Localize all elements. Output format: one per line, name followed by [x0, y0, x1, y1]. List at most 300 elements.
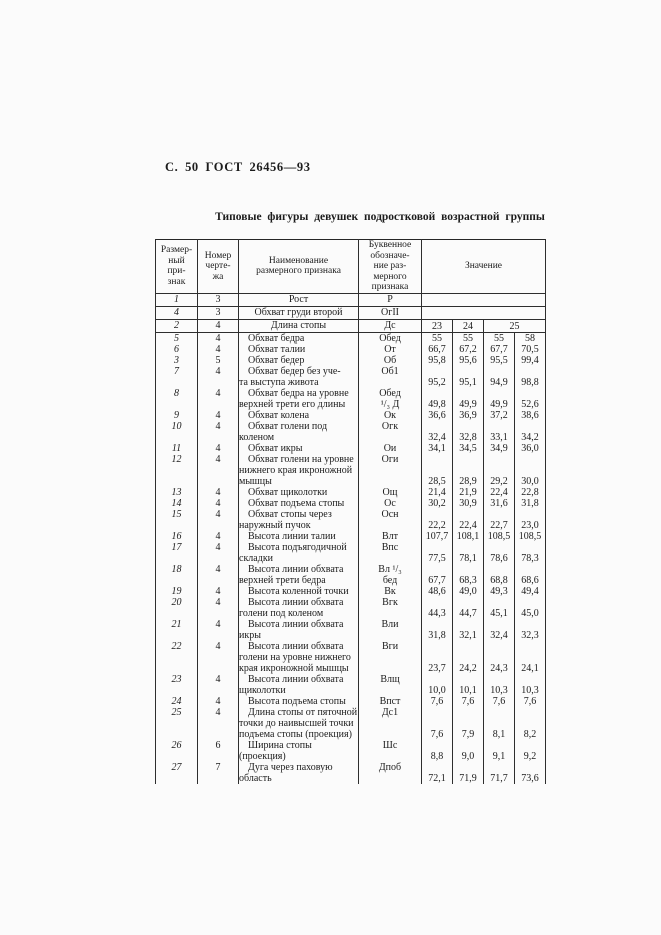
designation-cell	[359, 355, 422, 366]
value-cell: 22,2	[422, 509, 453, 531]
sheet-number-cell: 4	[198, 332, 239, 344]
designation-cell	[359, 762, 422, 784]
designation-cell	[359, 344, 422, 355]
value-cell: 45,0	[515, 597, 546, 619]
cell-line: Дуга через паховую	[248, 761, 333, 773]
row-number-cell: 17	[156, 542, 198, 564]
table-row	[156, 487, 546, 498]
cell-line: Впст	[379, 695, 401, 707]
feature-name-cell	[239, 454, 359, 487]
value-cell: 44,7	[453, 597, 484, 619]
value-cell: 24,3	[484, 641, 515, 674]
value-cell: 67,2	[453, 344, 484, 355]
cell-line: ¹/₃ Д	[380, 398, 400, 410]
table-row	[156, 366, 546, 388]
row-number-cell: 20	[156, 597, 198, 619]
value-cell: 21,9	[453, 487, 484, 498]
cell-line: Огк	[381, 420, 399, 432]
row-number-cell: 19	[156, 586, 198, 597]
designation-cell	[359, 443, 422, 454]
row-number-cell: 27	[156, 762, 198, 784]
cell-line: Размер-	[160, 245, 193, 256]
value-cell: 70,5	[515, 344, 546, 355]
feature-name-cell	[239, 542, 359, 564]
value-cell: 107,7	[422, 531, 453, 542]
value-cell: 24	[453, 319, 484, 332]
feature-name-cell	[239, 344, 359, 355]
feature-name-cell	[239, 564, 359, 586]
cell-line: Высота линии талии	[248, 530, 336, 542]
table-row	[156, 509, 546, 531]
cell-line: щиколотки	[239, 684, 286, 696]
feature-name-cell	[239, 319, 359, 332]
cell-line: ОгII	[381, 306, 399, 318]
feature-name-cell	[239, 487, 359, 498]
sheet-number-cell: 4	[198, 498, 239, 509]
cell-line: Высота подъема стопы	[248, 695, 346, 707]
designation-cell	[359, 509, 422, 531]
sheet-number-header	[198, 240, 239, 294]
table-row	[156, 762, 546, 784]
cell-line: голени на уровне нижнего	[239, 651, 351, 663]
cell-line: Ок	[383, 409, 397, 421]
table-row	[156, 319, 546, 332]
value-cell: 31,8	[515, 498, 546, 509]
value-cell: 55	[453, 332, 484, 344]
value-cell: 34,1	[422, 443, 453, 454]
feature-name-cell	[239, 421, 359, 443]
value-cell: 36,6	[422, 410, 453, 421]
cell-line: знак	[167, 276, 186, 287]
cell-line: Обхват груди второй	[254, 306, 343, 318]
table-row	[156, 641, 546, 674]
value-cell: 22,8	[515, 487, 546, 498]
value-cell: 9,0	[453, 740, 484, 762]
feature-name-cell	[239, 531, 359, 542]
value-cell: 7,9	[453, 707, 484, 740]
value-cell: 78,6	[484, 542, 515, 564]
feature-name-cell	[239, 410, 359, 421]
value-cell: 55	[484, 332, 515, 344]
table-row	[156, 619, 546, 641]
cell-line: Рост	[288, 293, 309, 305]
sheet-number-cell: 4	[198, 641, 239, 674]
sheet-number-cell: 4	[198, 421, 239, 443]
value-cell: 7,6	[422, 707, 453, 740]
value-cell: 8,2	[515, 707, 546, 740]
cell-line: мерного	[373, 271, 407, 282]
value-cell: 24,2	[453, 641, 484, 674]
sheet-number-cell: 4	[198, 597, 239, 619]
cell-line: Обхват икры	[248, 442, 303, 454]
value-cell: 49,9	[453, 388, 484, 410]
value-cell: 95,6	[453, 355, 484, 366]
cell-line: ный	[168, 255, 185, 266]
cell-line: Обхват бедер	[248, 354, 305, 366]
cell-line: Дпоб	[378, 761, 402, 773]
value-cell: 7,6	[453, 696, 484, 707]
feature-name-cell	[239, 586, 359, 597]
value-cell: 22,4	[484, 487, 515, 498]
value-cell: 32,3	[515, 619, 546, 641]
designation-cell	[359, 388, 422, 410]
cell-line: Оги	[381, 453, 399, 465]
cell-line: Ои	[383, 442, 397, 454]
cell-line: Р	[387, 293, 393, 305]
table-row	[156, 332, 546, 344]
cell-line: складки	[239, 552, 274, 564]
cell-line: Высота коленной точки	[248, 585, 349, 597]
sheet-number-cell: 6	[198, 740, 239, 762]
designation-cell	[359, 454, 422, 487]
value-cell: 68,8	[484, 564, 515, 586]
value-cell: 68,6	[515, 564, 546, 586]
designation-cell	[359, 597, 422, 619]
designation-cell	[359, 410, 422, 421]
value-cell: 98,8	[515, 366, 546, 388]
value-cell: 9,2	[515, 740, 546, 762]
row-number-cell: 21	[156, 619, 198, 641]
feature-name-cell	[239, 306, 359, 319]
cell-line: Вгк	[382, 596, 398, 608]
value-cell: 34,5	[453, 443, 484, 454]
value-cell: 78,3	[515, 542, 546, 564]
table-row	[156, 306, 546, 319]
sheet-number-cell: 4	[198, 366, 239, 388]
value-cell	[422, 293, 546, 306]
row-number-cell: 12	[156, 454, 198, 487]
row-number-cell: 24	[156, 696, 198, 707]
feature-name-cell	[239, 355, 359, 366]
row-number-cell: 7	[156, 366, 198, 388]
cell-line: верхней трети бедра	[239, 574, 326, 586]
cell-line: признака	[371, 282, 409, 292]
sheet-number-cell: 4	[198, 564, 239, 586]
table-row	[156, 586, 546, 597]
row-number-cell: 10	[156, 421, 198, 443]
cell-line: Ос	[384, 497, 396, 509]
cell-line: Длина стопы от пяточной	[248, 706, 358, 718]
sheet-number-cell: 3	[198, 306, 239, 319]
feature-name-cell	[239, 332, 359, 344]
cell-line: Обхват бедра	[248, 332, 305, 344]
cell-line: Влт	[381, 530, 399, 542]
table-row	[156, 740, 546, 762]
value-cell: 31,6	[484, 498, 515, 509]
value-cell: 33,1	[484, 421, 515, 443]
value-cell: 34,2	[515, 421, 546, 443]
cell-line: размерного признака	[256, 266, 341, 277]
cell-line: Обхват голени под	[248, 420, 328, 432]
feature-name-cell	[239, 293, 359, 306]
value-cell: 108,5	[484, 531, 515, 542]
value-cell: 32,4	[484, 619, 515, 641]
row-number-cell: 1	[156, 293, 198, 306]
cell-line: Вк	[384, 585, 396, 597]
designation-cell	[359, 674, 422, 696]
feature-name-cell	[239, 509, 359, 531]
value-cell: 30,2	[422, 498, 453, 509]
row-number-cell: 26	[156, 740, 198, 762]
cell-line: Обхват бедра на уровне	[248, 387, 349, 399]
row-number-cell: 16	[156, 531, 198, 542]
row-number-cell: 4	[156, 306, 198, 319]
value-cell: 29,2	[484, 454, 515, 487]
feature-name-cell	[239, 641, 359, 674]
cell-line: Высота подъягодичной	[248, 541, 347, 553]
value-cell: 37,2	[484, 410, 515, 421]
value-cell: 66,7	[422, 344, 453, 355]
cell-line: Буквенное	[368, 240, 412, 250]
sheet-number-cell: 4	[198, 674, 239, 696]
cell-line: коленом	[239, 431, 275, 443]
designation-cell	[359, 498, 422, 509]
cell-line: Обхват голени на уровне	[248, 453, 354, 465]
value-cell: 94,9	[484, 366, 515, 388]
row-number-cell: 9	[156, 410, 198, 421]
feature-name-cell	[239, 740, 359, 762]
value-cell: 49,4	[515, 586, 546, 597]
value-cell: 95,5	[484, 355, 515, 366]
cell-line: Об	[383, 354, 397, 366]
cell-line: обозначе-	[370, 250, 410, 261]
cell-line: Высота линии обхвата	[248, 640, 344, 652]
value-cell: 95,1	[453, 366, 484, 388]
cell-line: Обхват колена	[248, 409, 310, 421]
sheet-number-cell: 5	[198, 355, 239, 366]
sheet-number-cell: 4	[198, 531, 239, 542]
row-number-cell: 3	[156, 355, 198, 366]
value-cell: 108,5	[515, 531, 546, 542]
cell-line: края икроножной мышцы	[239, 662, 349, 674]
cell-line: От	[384, 343, 396, 355]
value-cell: 32,4	[422, 421, 453, 443]
value-cell: 44,3	[422, 597, 453, 619]
feature-name-cell	[239, 696, 359, 707]
value-cell: 95,2	[422, 366, 453, 388]
cell-line: икры	[239, 629, 261, 641]
value-cell: 32,1	[453, 619, 484, 641]
cell-line: Обед	[379, 387, 401, 399]
table-row	[156, 355, 546, 366]
table-row	[156, 344, 546, 355]
value-cell: 108,1	[453, 531, 484, 542]
designation-cell	[359, 707, 422, 740]
row-number-cell: 14	[156, 498, 198, 509]
feature-name-cell	[239, 762, 359, 784]
cell-line: верхней трети его длины	[239, 398, 346, 410]
value-cell: 71,7	[484, 762, 515, 784]
value-cell: 49,9	[484, 388, 515, 410]
table-title: Типовые фигуры девушек подростковой возрастной группы	[215, 211, 545, 223]
sheet-number-cell: 4	[198, 388, 239, 410]
value-cell: 7,6	[422, 696, 453, 707]
cell-line: Шс	[382, 739, 398, 751]
value-cell: 22,4	[453, 509, 484, 531]
value-cell: 22,7	[484, 509, 515, 531]
value-cell: 48,6	[422, 586, 453, 597]
value-cell: 78,1	[453, 542, 484, 564]
row-number-cell: 11	[156, 443, 198, 454]
cell-line: та выступа живота	[239, 376, 319, 388]
value-cell: 67,7	[484, 344, 515, 355]
value-cell: 31,8	[422, 619, 453, 641]
value-header	[422, 240, 546, 294]
row-number-cell: 8	[156, 388, 198, 410]
table-header-row	[156, 240, 546, 294]
sheet-number-cell: 4	[198, 619, 239, 641]
cell-line: Высота линии обхвата	[248, 596, 344, 608]
feature-name-cell	[239, 674, 359, 696]
cell-line: Обхват стопы через	[248, 508, 332, 520]
value-cell: 23,0	[515, 509, 546, 531]
sheet-number-cell: 4	[198, 509, 239, 531]
feature-name-cell	[239, 619, 359, 641]
designation-cell	[359, 619, 422, 641]
table-row	[156, 293, 546, 306]
cell-line: наружный пучок	[239, 519, 311, 531]
table-row	[156, 410, 546, 421]
table-row	[156, 498, 546, 509]
value-cell: 23,7	[422, 641, 453, 674]
feature-name-cell	[239, 366, 359, 388]
designation-cell	[359, 542, 422, 564]
value-cell: 72,1	[422, 762, 453, 784]
row-number-cell: 2	[156, 319, 198, 332]
table-body	[156, 293, 546, 784]
value-cell: 10,3	[515, 674, 546, 696]
sheet-number-cell: 7	[198, 762, 239, 784]
cell-line: Высота линии обхвата	[248, 673, 344, 685]
cell-line: точки до наивысшей точки	[239, 717, 354, 729]
value-cell: 30,9	[453, 498, 484, 509]
designation-cell	[359, 641, 422, 674]
cell-line: Вги	[381, 640, 399, 652]
table-row	[156, 388, 546, 410]
cell-line: Наименование	[268, 255, 329, 266]
cell-line: Влщ	[380, 673, 400, 685]
cell-line: Вл ¹/₃	[378, 563, 402, 575]
table-row	[156, 707, 546, 740]
designation-cell	[359, 293, 422, 306]
designation-cell	[359, 366, 422, 388]
value-cell: 24,1	[515, 641, 546, 674]
value-cell: 25	[484, 319, 546, 332]
value-cell: 21,4	[422, 487, 453, 498]
value-cell: 49,8	[422, 388, 453, 410]
row-number-cell: 13	[156, 487, 198, 498]
cell-line: ние раз-	[373, 261, 407, 271]
value-cell: 7,6	[484, 696, 515, 707]
table-row	[156, 564, 546, 586]
value-cell: 73,6	[515, 762, 546, 784]
feature-name-cell	[239, 443, 359, 454]
designation-cell	[359, 531, 422, 542]
cell-line: Осн	[381, 508, 399, 520]
value-cell: 30,0	[515, 454, 546, 487]
table-row	[156, 597, 546, 619]
value-cell: 77,5	[422, 542, 453, 564]
designation-header	[359, 240, 422, 294]
row-number-cell: 23	[156, 674, 198, 696]
value-cell: 95,8	[422, 355, 453, 366]
cell-line: Обхват бедер без уче-	[248, 365, 341, 377]
value-cell: 38,6	[515, 410, 546, 421]
measurements-table	[155, 239, 546, 784]
row-number-cell: 15	[156, 509, 198, 531]
value-cell: 58	[515, 332, 546, 344]
sheet-number-cell: 4	[198, 586, 239, 597]
value-cell: 10,3	[484, 674, 515, 696]
cell-line: подъема стопы (проекция)	[239, 728, 352, 740]
cell-line: нижнего края икроножной	[239, 464, 353, 476]
cell-line: Обед	[379, 332, 401, 344]
value-cell: 10,1	[453, 674, 484, 696]
row-number-cell: 18	[156, 564, 198, 586]
table-row	[156, 443, 546, 454]
cell-line: Обхват щиколотки	[248, 486, 328, 498]
value-cell: 34,9	[484, 443, 515, 454]
cell-line: Обхват талии	[248, 343, 306, 355]
value-cell: 71,9	[453, 762, 484, 784]
value-cell: 23	[422, 319, 453, 332]
value-cell: 49,3	[484, 586, 515, 597]
cell-line: жа	[212, 271, 224, 282]
designation-cell	[359, 740, 422, 762]
value-cell: 9,1	[484, 740, 515, 762]
value-cell: 28,5	[422, 454, 453, 487]
cell-line: Значение	[464, 261, 503, 271]
cell-line: Вли	[381, 618, 399, 630]
cell-line: черте-	[205, 261, 231, 271]
value-cell: 49,0	[453, 586, 484, 597]
table-row	[156, 531, 546, 542]
cell-line: область	[239, 772, 272, 784]
cell-line: мышцы	[239, 475, 272, 487]
value-cell: 32,8	[453, 421, 484, 443]
row-number-cell: 22	[156, 641, 198, 674]
row-number-cell: 6	[156, 344, 198, 355]
table-row	[156, 674, 546, 696]
cell-line: Высота линии обхвата	[248, 618, 344, 630]
cell-line: Дс1	[381, 706, 399, 718]
feature-name-cell	[239, 388, 359, 410]
cell-line: Ощ	[382, 486, 398, 498]
table-row	[156, 421, 546, 443]
table-row	[156, 542, 546, 564]
page-header: С. 50 ГОСТ 26456—93	[165, 160, 311, 174]
designation-cell	[359, 332, 422, 344]
cell-line: Обхват подъема стопы	[248, 497, 345, 509]
value-cell: 8,1	[484, 707, 515, 740]
cell-line: Длина стопы	[270, 319, 327, 331]
designation-cell	[359, 564, 422, 586]
cell-line: Ширина стопы (проекция)	[239, 739, 312, 762]
cell-line: Об1	[381, 365, 399, 377]
sheet-number-cell: 3	[198, 293, 239, 306]
value-cell: 36,9	[453, 410, 484, 421]
table-row	[156, 696, 546, 707]
value-cell: 67,7	[422, 564, 453, 586]
cell-line: при-	[167, 266, 186, 277]
value-cell: 68,3	[453, 564, 484, 586]
sheet-number-cell: 4	[198, 443, 239, 454]
cell-line: Дс	[384, 319, 396, 331]
designation-cell	[359, 421, 422, 443]
designation-cell	[359, 586, 422, 597]
designation-cell	[359, 487, 422, 498]
sheet-number-cell: 4	[198, 707, 239, 740]
